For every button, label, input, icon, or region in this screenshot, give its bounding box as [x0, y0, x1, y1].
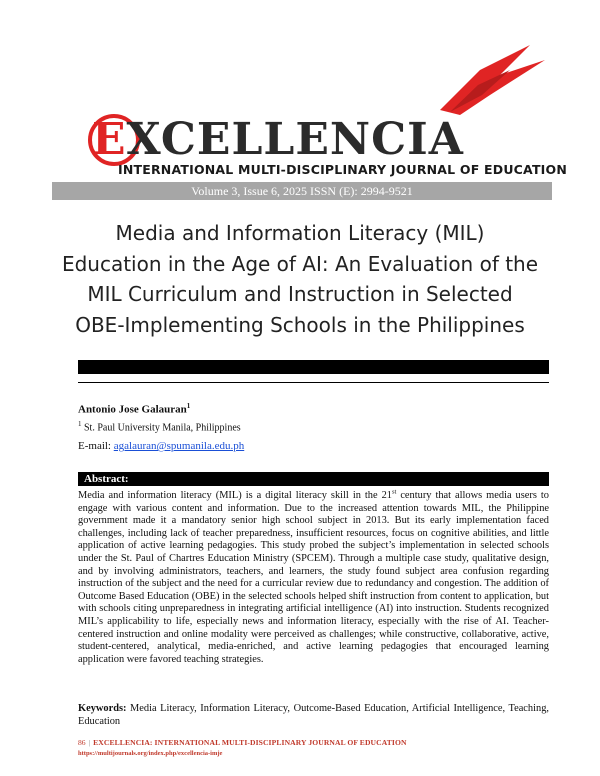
- author-email: [78, 440, 244, 452]
- abstract-superscript: st: [391, 488, 397, 496]
- wing-logo-icon: [420, 40, 550, 120]
- abstract-text-a: Media and information literacy (MIL) is a digital literacy skill in the 21: [78, 490, 392, 501]
- footer-journal: EXCELLENCIA: INTERNATIONAL MULTI-DISCIPLINARY JOURNAL OF EDUCATION: [93, 738, 407, 747]
- page-footer: [78, 738, 407, 747]
- author-name-text: Antonio Jose Galauran: [78, 403, 187, 416]
- paper-title: [40, 218, 560, 340]
- keywords: [78, 703, 549, 728]
- email-label: E-mail:: [78, 440, 114, 452]
- author-superscript: 1: [186, 402, 191, 410]
- author-name: [78, 402, 190, 416]
- logo-subtitle: INTERNATIONAL MULTI-DISCIPLINARY JOURNAL OF EDUCATION: [118, 162, 568, 177]
- page-number: 86: [78, 738, 86, 747]
- volume-bar: Volume 3, Issue 6, 2025 ISSN (E): 2994-9521: [52, 182, 552, 200]
- title-line: Education in the Age of AI: An Evaluation of the: [61, 251, 539, 276]
- email-link[interactable]: agalauran@spumanila.edu.ph: [113, 440, 245, 452]
- abstract-text-b: century that allows media users to engage with various content and information. Due to the increased attention towards MIL, the Philippine government made it a mandatory senior high school subject in 2013. But its early implementation faced challenges, including lack of teacher preparedness, insufficient resources, focus on cognitive abilities, and little application of active learning pedagogies. This study probed the subject’s implementation in selected schools under the St. Paul of Chartres Education Ministry (SPCEM). Through a multiple case study, qualitative design, and by involving administrators, teachers, and learners, the study found subject area confusion regarding instruction of the subject and the need for a curricular review due to redundancy and congestion. The addition of Outcome Based Education (OBE) in the selected schools helped shift instruction from content to application, but with schools citing unpreparedness in integrating artificial intelligence (AI) into instruction. Students recognized MIL’s applicability to life, especially news and information literacy, especially with the rise of AI. Teacher-centered instruction and online modality were perceived as challenges; while constructive, collaborative, active, student-centered, analytical, media-enriched, and active learning pedagogies that encouraged learning application were favored teaching strategies.: [78, 490, 549, 665]
- title-line: OBE-Implementing Schools in the Philippines: [75, 312, 525, 337]
- author-affiliation: [78, 420, 241, 433]
- logo-title: [92, 114, 464, 165]
- affiliation-superscript: 1: [78, 420, 82, 428]
- footer-url[interactable]: https://multijournals.org/index.php/excellencia-imje: [78, 750, 223, 757]
- abstract-heading: Abstract:: [78, 472, 549, 486]
- title-divider-line: [78, 382, 549, 383]
- footer-separator: |: [88, 738, 91, 747]
- title-line: Media and Information Literacy (MIL): [115, 221, 485, 245]
- logo-rest: XCELLENCIA: [126, 114, 464, 165]
- logo-initial: E: [92, 114, 127, 165]
- affiliation-text: St. Paul University Manila, Philippines: [81, 422, 241, 434]
- title-line: MIL Curriculum and Instruction in Selected: [87, 282, 513, 306]
- keywords-label: Keywords:: [78, 703, 127, 714]
- journal-logo: [0, 40, 600, 177]
- title-divider-bar: [78, 360, 549, 374]
- keywords-text: Media Literacy, Information Literacy, Outcome-Based Education, Artificial Intelligence, Teaching, Education: [78, 703, 549, 727]
- abstract-body: [78, 490, 549, 666]
